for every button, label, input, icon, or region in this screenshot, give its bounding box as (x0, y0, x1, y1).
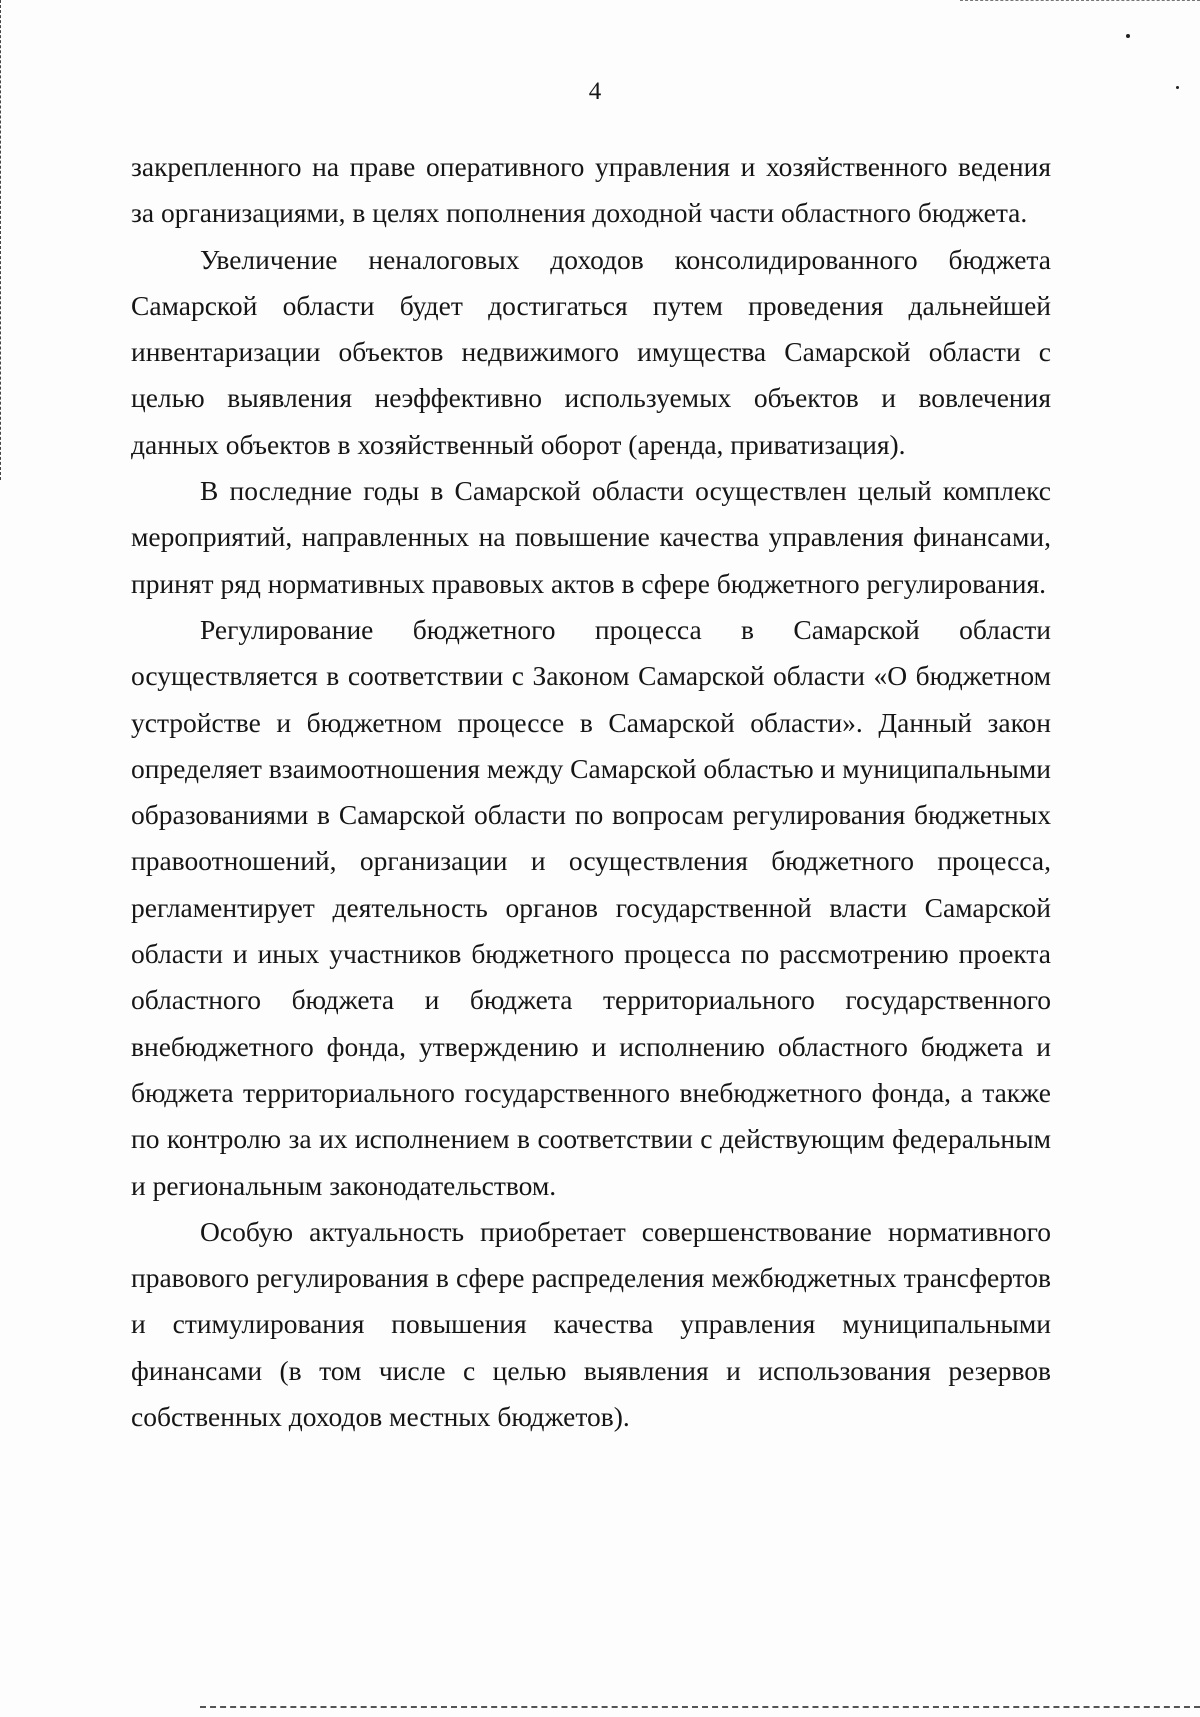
page-number: 4 (588, 78, 602, 105)
paragraph-2: Увеличение неналоговых доходов консолидированного бюджета Самарской области будет достигаться путем проведения дальнейшей инвентаризации объектов недвижимого имущества Самарской области с целью выявления неэффективно используемых объектов и вовлечения данных объектов в хозяйственный оборот (аренда, приватизация). (131, 243, 1051, 460)
paragraph-3: В последние годы в Самарской области осуществлен целый комплекс мероприятий, направленных на повышение качества управления финансами, принят ряд нормативных правовых актов в сфере бюджетного регулирования. (131, 475, 1051, 599)
paragraph-4: Регулирование бюджетного процесса в Самарской области осуществляется в соответствии с Законом Самарской области «О бюджетном устройстве и бюджетном процессе в Самарской области». Данный закон определяет взаимоотношения между Самарской областью и муниципальными образованиями в Самарской области по вопросам регулирования бюджетных правоотношений, организации и осуществления бюджетного процесса, регламентирует деятельность органов государственной власти Самарской области и иных участников бюджетного процесса по рассмотрению проекта областного бюджета и бюджета территориального государственного внебюджетного фонда, утверждению и исполнению областного бюджета и бюджета территориального государственного внебюджетного фонда, а также по контролю за их исполнением в соответствии с действующим федеральным и региональным законодательством. (131, 613, 1051, 1201)
scan-edge-artifact (0, 0, 3, 480)
scan-edge-artifact (960, 0, 1200, 2)
scan-edge-artifact (200, 1706, 1200, 1709)
paragraph-1: закрепленного на праве оперативного управления и хозяйственного ведения за организациями, в целях пополнения доходной части областного бюджета. (131, 151, 1051, 229)
document-body (131, 144, 1051, 1440)
paragraph-5: Особую актуальность приобретает совершенствование нормативного правового регулирования в сфере распределения межбюджетных трансфертов и стимулирования повышения качества управления муниципальными финансами (в том числе с целью выявления и использования резервов собственных доходов местных бюджетов). (131, 1215, 1051, 1433)
scan-speck (1126, 34, 1130, 38)
